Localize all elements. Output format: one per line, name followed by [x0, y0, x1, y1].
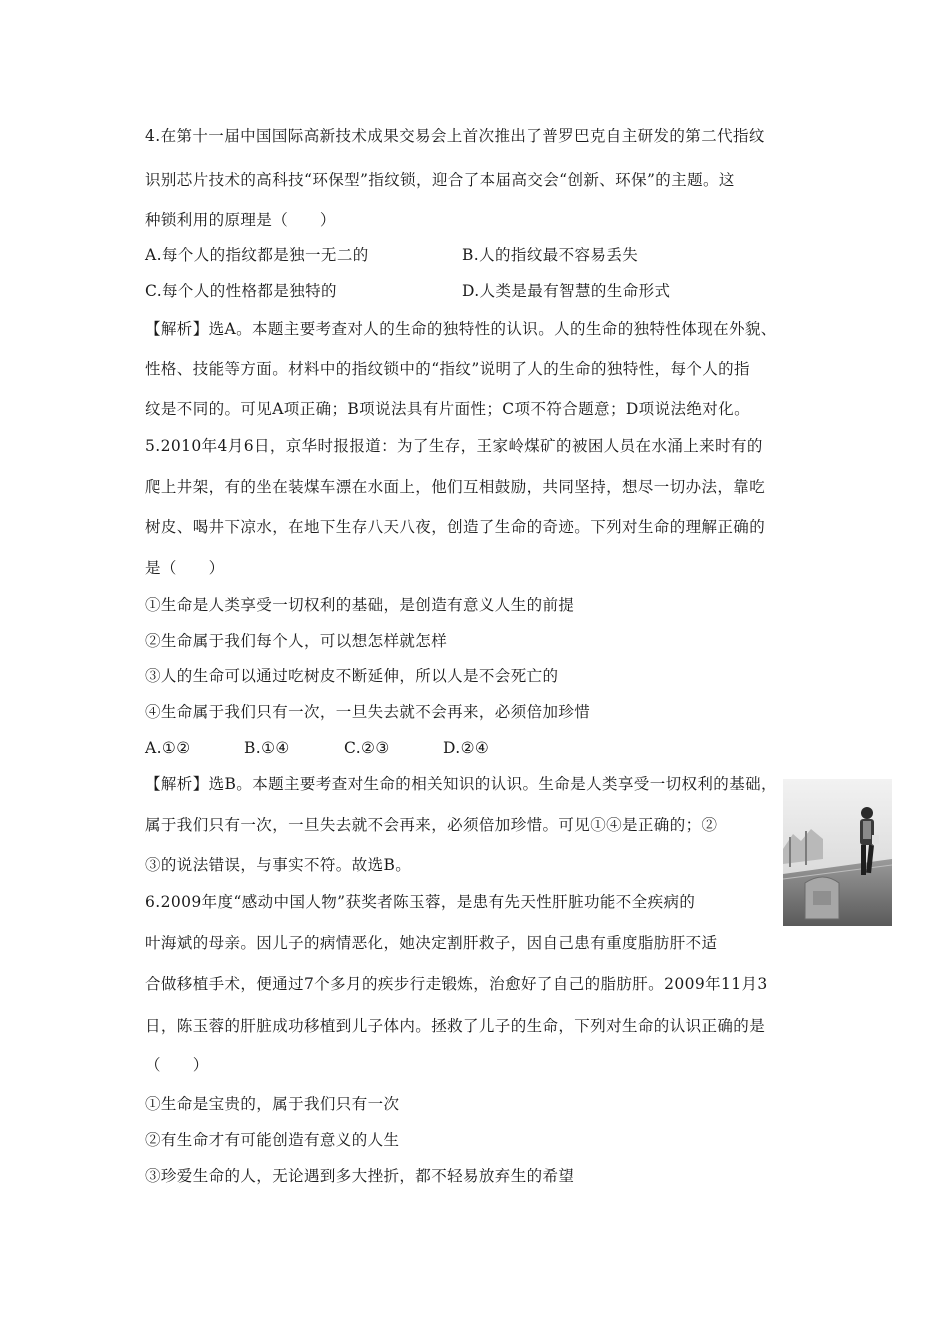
q6-stem-line-4: 日，陈玉蓉的肝脏成功移植到儿子体内。拯救了儿子的生命，下列对生命的认识正确的是	[145, 1017, 766, 1035]
q5-stem-line-2: 爬上井架，有的坐在装煤车漂在水面上，他们互相鼓励，共同坚持，想尽一切办法，靠吃	[145, 478, 766, 496]
q5-option-c: C.②③	[344, 739, 390, 757]
q6-stem-line-5: （ ）	[145, 1056, 209, 1074]
q4-stem-line-3: 种锁利用的原理是（ ）	[145, 211, 336, 229]
q6-stem-line-3: 合做移植手术，便通过7个多月的疾步行走锻炼，治愈好了自己的脂肪肝。2009年11月3	[145, 975, 768, 993]
q5-option-b: B.①④	[244, 739, 290, 757]
q5-item-4: ④生命属于我们只有一次，一旦失去就不会再来，必须倍加珍惜	[145, 703, 591, 721]
q5-option-a: A.①②	[145, 739, 191, 757]
q4-option-d: D.人类是最有智慧的生命形式	[462, 282, 671, 300]
q4-analysis-line-3: 纹是不同的。可见A项正确；B项说法具有片面性；C项不符合题意；D项说法绝对化。	[145, 400, 750, 418]
q5-option-d: D.②④	[443, 739, 490, 757]
q4-analysis-line-1: 【解析】选A。本题主要考查对人的生命的独特性的认识。人的生命的独特性体现在外貌、	[145, 320, 777, 338]
q5-stem-line-1: 5.2010年4月6日，京华时报报道：为了生存，王家岭煤矿的被困人员在水涌上来时有的	[145, 437, 763, 455]
person-walking-photo	[783, 779, 892, 926]
q4-stem-line-2: 识别芯片技术的高科技“环保型”指纹锁，迎合了本届高交会“创新、环保”的主题。这	[145, 171, 735, 189]
q5-item-1: ①生命是人类享受一切权利的基础，是创造有意义人生的前提	[145, 596, 575, 614]
q4-option-b: B.人的指纹最不容易丢失	[462, 246, 639, 264]
q4-option-c: C.每个人的性格都是独特的	[145, 282, 337, 300]
q6-item-2: ②有生命才有可能创造有意义的人生	[145, 1131, 400, 1149]
q5-analysis-line-1: 【解析】选B。本题主要考查对生命的相关知识的认识。生命是人类享受一切权利的基础，	[145, 775, 777, 793]
q4-stem-line-1: 4.在第十一届中国国际高新技术成果交易会上首次推出了普罗巴克自主研发的第二代指纹	[145, 127, 765, 145]
q5-item-3: ③人的生命可以通过吃树皮不断延伸，所以人是不会死亡的	[145, 667, 559, 685]
q5-stem-line-4: 是（ ）	[145, 559, 225, 577]
q5-item-2: ②生命属于我们每个人，可以想怎样就怎样	[145, 632, 448, 650]
q4-analysis-line-2: 性格、技能等方面。材料中的指纹锁中的“指纹”说明了人的生命的独特性，每个人的指	[145, 360, 750, 378]
q6-stem-line-1: 6.2009年度“感动中国人物”获奖者陈玉蓉，是患有先天性肝脏功能不全疾病的	[145, 893, 696, 911]
q6-stem-line-2: 叶海斌的母亲。因儿子的病情恶化，她决定割肝救子，因自己患有重度脂肪肝不适	[145, 934, 718, 952]
q4-option-a: A.每个人的指纹都是独一无二的	[145, 246, 369, 264]
photo-illustration	[783, 779, 892, 926]
q5-stem-line-3: 树皮、喝井下凉水，在地下生存八天八夜，创造了生命的奇迹。下列对生命的理解正确的	[145, 518, 766, 536]
q6-item-1: ①生命是宝贵的，属于我们只有一次	[145, 1095, 400, 1113]
q6-item-3: ③珍爱生命的人，无论遇到多大挫折，都不轻易放弃生的希望	[145, 1167, 575, 1185]
q5-analysis-line-3: ③的说法错误，与事实不符。故选B。	[145, 856, 412, 874]
q5-analysis-line-2: 属于我们只有一次，一旦失去就不会再来，必须倍加珍惜。可见①④是正确的；②	[145, 816, 718, 834]
